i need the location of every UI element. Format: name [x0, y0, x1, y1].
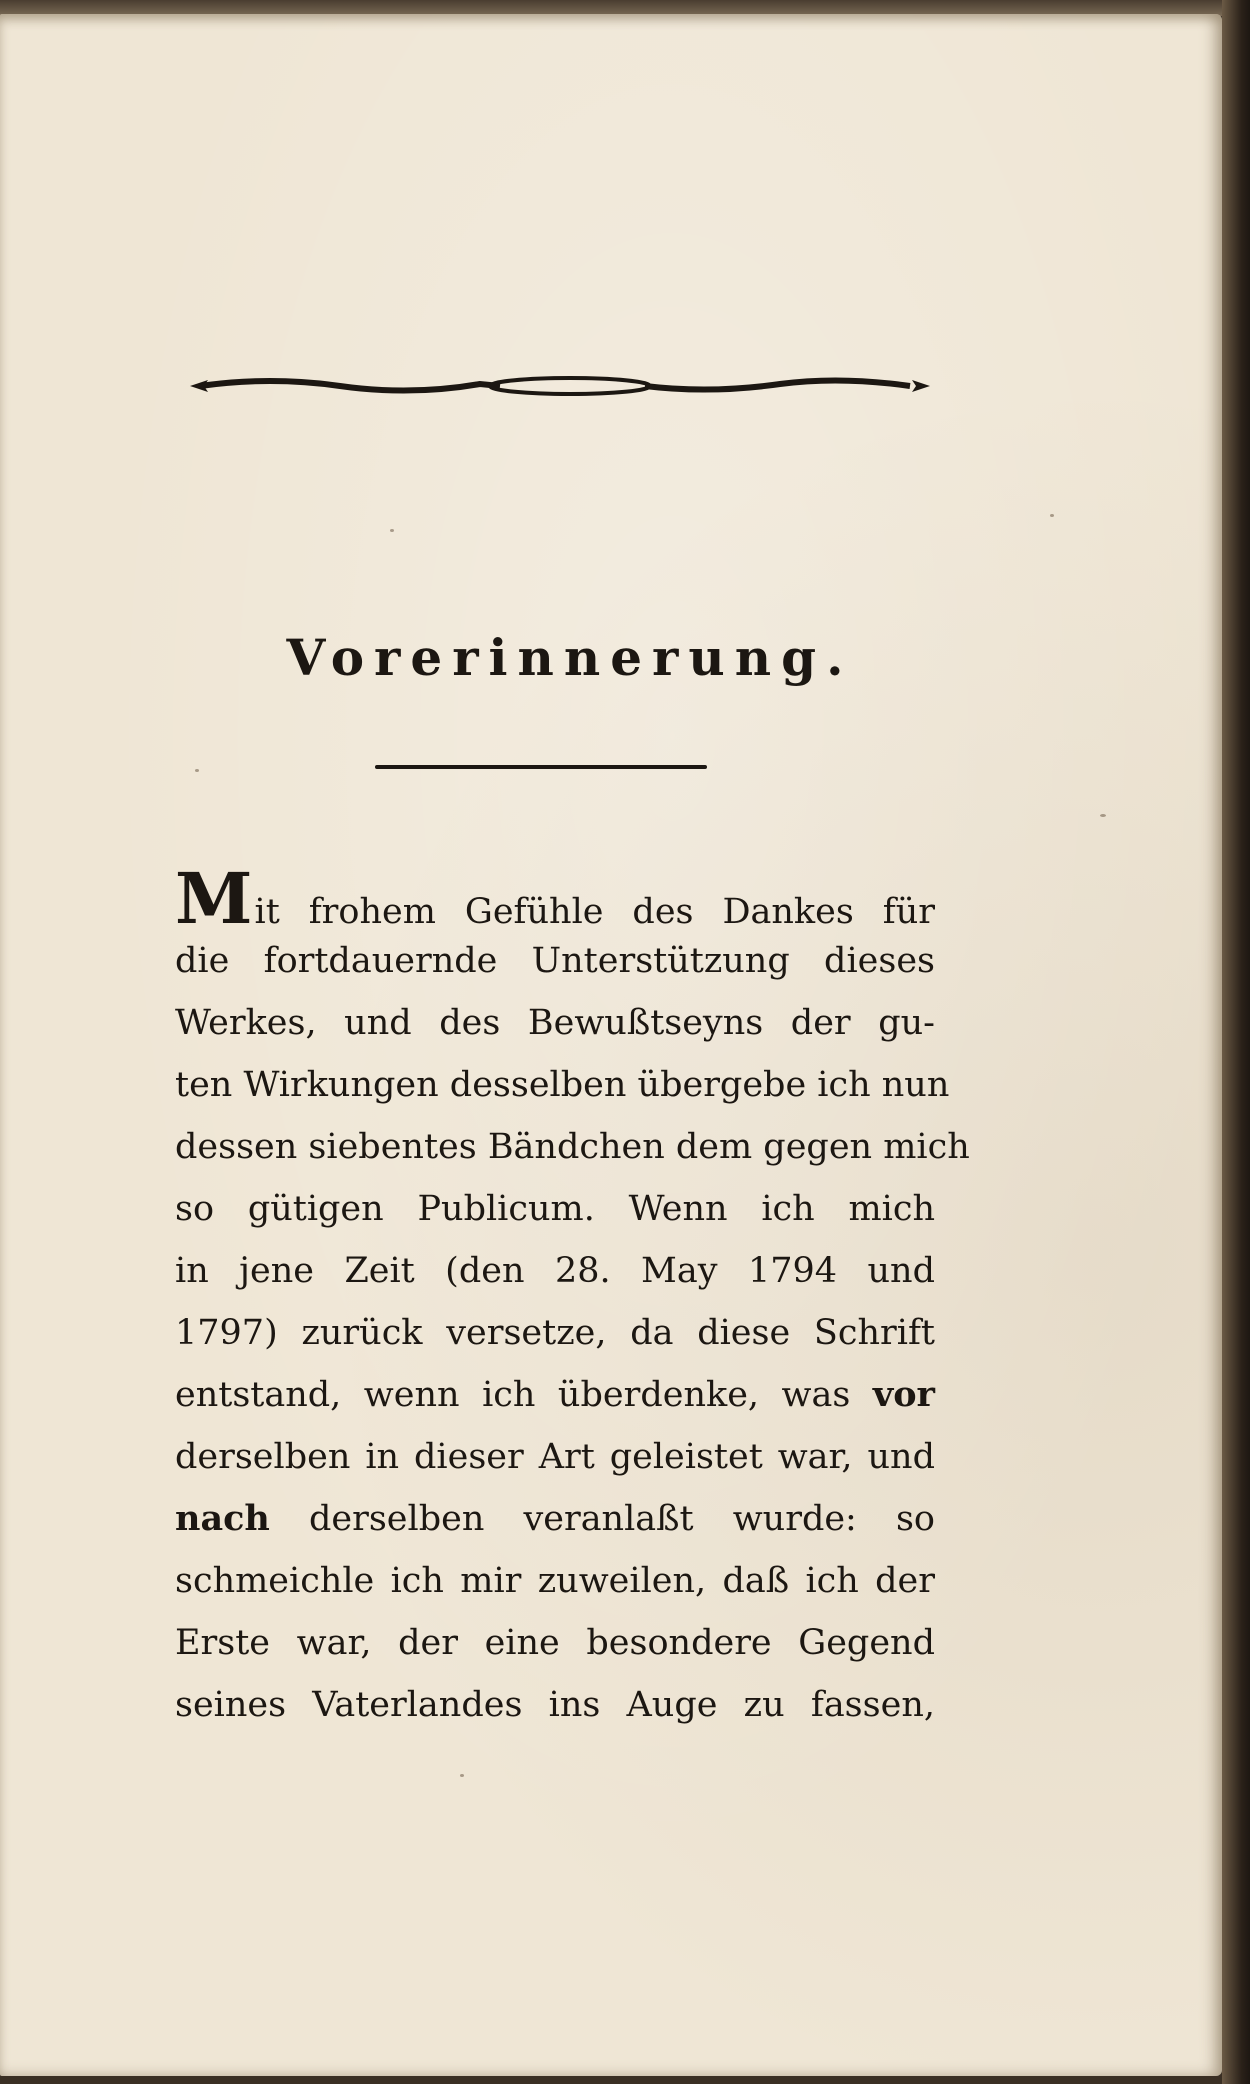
title-underline	[375, 765, 707, 769]
text-line: in jene Zeit (den 28. May 1794 und	[175, 1251, 935, 1291]
emphasis-nach: nach	[175, 1498, 270, 1539]
text-line: 1797) zurück versetze, da diese Schrift	[175, 1313, 935, 1353]
text-line: Erste war, der eine besondere Gegend	[175, 1623, 935, 1663]
text-line-content: it frohem Gefühle des Dankes für	[254, 892, 935, 932]
text-line: derselben in dieser Art geleistet war, und	[175, 1437, 935, 1477]
page-title: Vorerinnerung.	[286, 628, 854, 687]
text-line: ten Wirkungen desselben übergebe ich nun	[175, 1065, 950, 1105]
text-line: Werkes, und des Bewußtseyns der gu-	[175, 1003, 935, 1043]
text-line	[175, 1364, 935, 1426]
body-paragraph	[175, 857, 970, 1736]
paper-speck	[1050, 514, 1054, 517]
text-line: dessen siebentes Bändchen dem gegen mich	[175, 1127, 970, 1167]
paper-speck	[460, 1774, 464, 1777]
text-line	[175, 857, 935, 940]
text-line: so gütigen Publicum. Wenn ich mich	[175, 1189, 935, 1229]
book-fore-edge	[1222, 0, 1250, 2084]
text-line	[175, 1488, 935, 1550]
paper-speck	[195, 769, 199, 772]
paper-speck	[1100, 814, 1106, 817]
paper-speck	[390, 529, 394, 532]
decorative-ornament-rule	[190, 366, 930, 406]
text-line-content: entstand, wenn ich überdenke, was	[175, 1375, 851, 1415]
drop-cap: M	[175, 857, 253, 940]
emphasis-vor: vor	[872, 1374, 935, 1415]
text-line: seines Vaterlandes ins Auge zu fassen,	[175, 1685, 935, 1725]
text-line: die fortdauernde Unterstützung dieses	[175, 941, 935, 981]
text-line: schmeichle ich mir zuweilen, daß ich der	[175, 1561, 935, 1601]
text-line-content: derselben veranlaßt wurde: so	[309, 1499, 935, 1539]
